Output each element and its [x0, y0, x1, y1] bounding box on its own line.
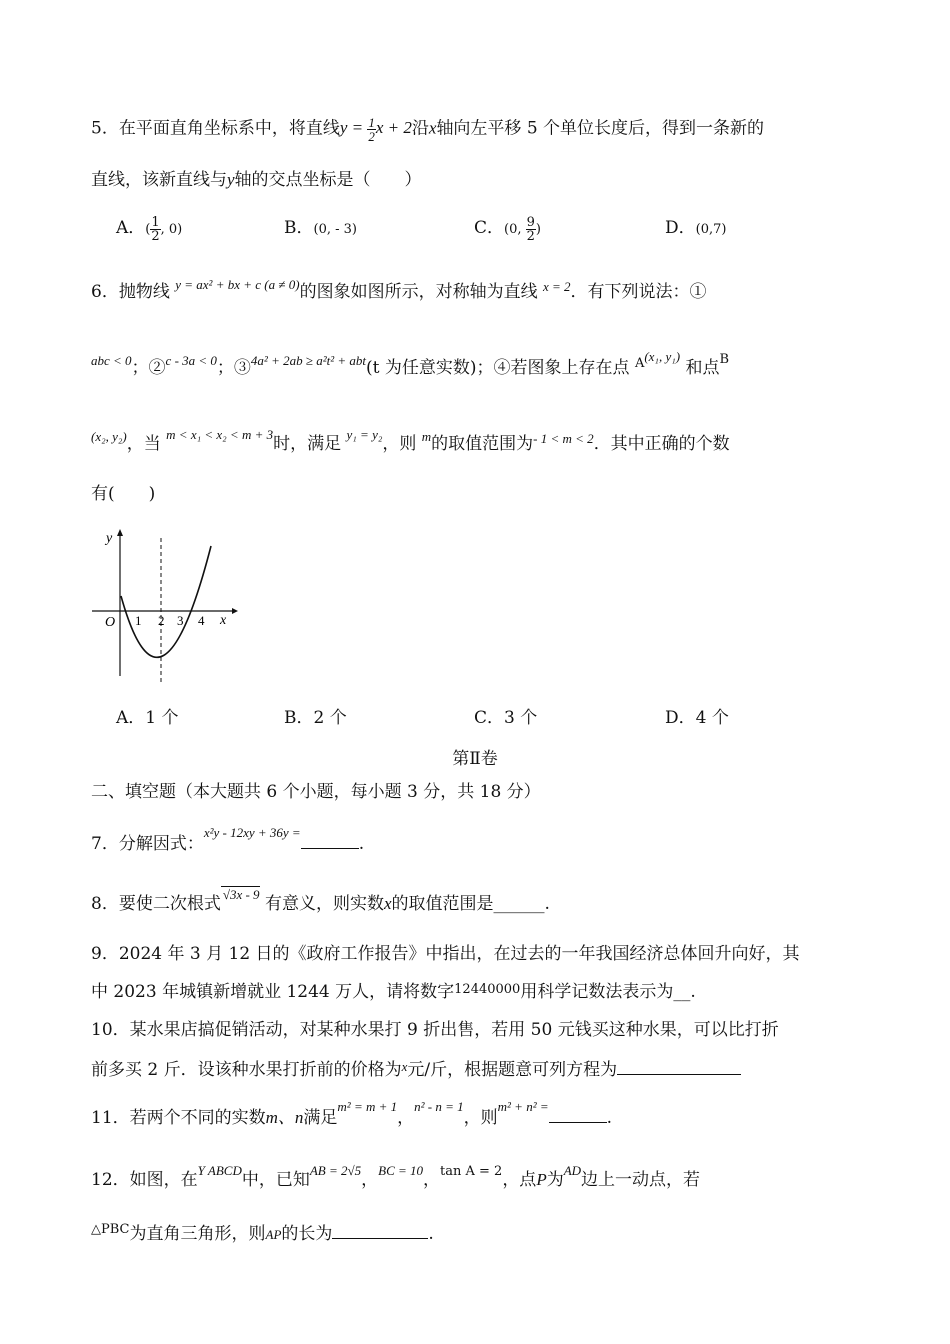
q12-rest: 边上一动点，若 — [581, 1170, 701, 1190]
q8-mid: 有意义，则实数 — [264, 894, 384, 914]
q6-statement-3: 4a² + 2ab ≥ a²t² + abt — [250, 353, 367, 368]
q12-parallelogram: Y ABCD — [197, 1163, 242, 1178]
option-label: C． — [474, 218, 505, 238]
q8-prefix: 8．要使二次根式 — [91, 894, 221, 914]
option-label: A． — [116, 218, 146, 238]
q6-statement-1: abc < 0 — [91, 353, 132, 368]
q6-option-d[interactable] — [665, 706, 729, 730]
q6-then2: ，则 — [382, 434, 417, 454]
q5-line2 — [91, 168, 422, 192]
q11-end: . — [606, 1108, 613, 1128]
q6-sep2: ；③ — [216, 358, 251, 378]
q10-var: x — [401, 1059, 408, 1074]
q9-line1: 9．2024 年 3 月 12 日的《政府工作报告》中指出，在过去的一年我国经济总体回升向好，其 — [91, 944, 800, 964]
q12-line2-b: 的长为 — [281, 1224, 333, 1244]
q6-point-a: A — [634, 356, 645, 371]
q9-number: 12440000 — [454, 982, 521, 997]
q6-prefix: 6．抛物线 — [91, 282, 170, 302]
q7-prefix: 7．分解因式： — [91, 834, 204, 854]
parabola-curve — [121, 546, 211, 657]
q6-range: - 1 < m < 2 — [533, 431, 594, 446]
q11-line — [91, 1099, 613, 1131]
q10-line2-b: 元/斤，根据题意可列方程为 — [407, 1060, 618, 1080]
q6-when: ，当 — [126, 434, 161, 454]
q5-line2-a: 直线，该新直线与 — [91, 170, 227, 190]
q6-point-b-coord: (x₂, y₂) — [91, 429, 127, 444]
q11-vars: m、n — [265, 1108, 304, 1127]
x-axis-arrow — [232, 608, 238, 614]
q12-ap: AP — [265, 1227, 282, 1242]
q8-var: x — [383, 894, 392, 913]
q5-line2-b: 轴的交点坐标是（ ） — [234, 170, 422, 190]
q11-then: ，则 — [463, 1108, 498, 1128]
q8-radical: √3x - 9 — [222, 887, 260, 902]
q9-line2-b: 用科学记数法表示为__. — [520, 982, 696, 1002]
q6-equation: y = ax² + bx + c (a ≠ 0) — [175, 277, 300, 292]
section-heading: 二、填空题（本大题共 6 个小题，每小题 3 分，共 18 分） — [91, 782, 541, 802]
q12-line2-a: 为直角三角形，则 — [129, 1224, 266, 1244]
q6-point-b: B — [719, 352, 730, 367]
q5-option-c-value: (0, $\frac{9}{2}$ ) — [504, 215, 541, 244]
q11-eq1: m² = m + 1 — [337, 1099, 398, 1114]
q6-equal: y₁ = y₂ — [346, 427, 383, 442]
q12-mid: 中，已知 — [241, 1170, 310, 1190]
tick-label-3: 3 — [177, 613, 184, 628]
q10-line2 — [91, 1056, 741, 1083]
q6-mid: 的图象如图所示，对称轴为直线 — [299, 282, 538, 302]
q5-option-a[interactable] — [116, 216, 182, 243]
y-axis-arrow — [117, 529, 123, 536]
q6-line4 — [91, 482, 155, 506]
tick-label-4: 4 — [198, 613, 205, 628]
q6-range-text: 的取值范围为 — [431, 434, 534, 454]
q6-option-c-value: 3 个 — [504, 708, 538, 728]
q6-option-a[interactable] — [116, 706, 179, 730]
q6-axis: x = 2 — [542, 279, 571, 294]
q6-option-c[interactable] — [474, 706, 537, 730]
q12-line2: $^{\triangle PBC}$为直角三角形，则AP的长为 . — [91, 1222, 434, 1244]
q12-tan: tan A = 2 — [440, 1164, 503, 1179]
q12-triangle: △PBC — [91, 1222, 130, 1237]
q6-line2 — [91, 349, 730, 382]
option-label: D． — [665, 708, 696, 728]
q12-bc: BC = 10 — [378, 1163, 424, 1178]
q12-line1: 12．如图，在$^{Y ABCD}$中，已知$^{AB = 2√5}$，$^{BC = 10}$，$^{tan A = 2}$，点P为$^{AD}$边上一动点，若 — [91, 1163, 701, 1190]
q6-sep1: ；② — [131, 358, 166, 378]
q7-line — [91, 825, 365, 857]
q6-line1 — [91, 277, 707, 305]
q5-line1 — [91, 116, 764, 143]
q6-paren: (t 为任意实数)；④若图象上存在点 — [366, 358, 630, 378]
tick-label-2: 2 — [158, 613, 165, 628]
q10-answer-blank[interactable] — [617, 1056, 741, 1075]
q5-option-b-value: (0, - 3) — [313, 222, 357, 237]
q5-var-x: x — [428, 118, 437, 138]
q12-answer-blank[interactable] — [332, 1220, 428, 1239]
q6-m: m — [421, 429, 432, 444]
q6-statement-2: c - 3a < 0 — [165, 353, 217, 368]
q11-mid: 满足 — [303, 1108, 338, 1128]
q8-end: 的取值范围是______. — [391, 894, 550, 914]
q6-answer-prompt: 有( ) — [91, 484, 156, 504]
q6-option-d-value: 4 个 — [695, 708, 729, 728]
option-label: A． — [116, 708, 146, 728]
q5-prefix: 5．在平面直角坐标系中，将直线 — [91, 118, 340, 139]
q6-point-a-coord: (x₁, y₁) — [644, 349, 681, 364]
q11-answer-blank[interactable] — [549, 1104, 607, 1123]
q12-point-text: ，点 — [502, 1170, 537, 1190]
q5-equation: y = $\frac{1}{2}$ x + 2 — [339, 115, 412, 144]
tick-label-1: 1 — [135, 613, 142, 628]
q5-var-y: y — [227, 170, 235, 189]
q6-inequality: m < x₁ < x₂ < m + 3 — [166, 427, 274, 442]
q11-eq2: n² - n = 1 — [414, 1099, 464, 1114]
q6-option-a-value: 1 个 — [145, 708, 179, 728]
option-label: C． — [474, 708, 505, 728]
q12-ad: AD — [563, 1163, 582, 1178]
option-label: B． — [284, 218, 314, 238]
q12-p: P — [536, 1170, 547, 1189]
q5-rest: 轴向左平移 5 个单位长度后，得到一条新的 — [436, 118, 765, 139]
graph-origin-label: O — [105, 615, 116, 630]
q8-line — [91, 887, 550, 917]
q5-option-b[interactable] — [284, 216, 357, 242]
graph-y-label: y — [106, 531, 113, 546]
q7-expression: x²y - 12xy + 36y = — [203, 825, 301, 840]
q10-line2-a: 前多买 2 斤．设该种水果打折前的价格为 — [91, 1060, 402, 1080]
q11-eq3: m² + n² = — [497, 1099, 549, 1114]
q11-comma: ， — [397, 1108, 415, 1128]
q12-for: 为 — [546, 1170, 564, 1190]
q9-line2 — [91, 980, 696, 1006]
q6-then: 时，满足 — [273, 434, 342, 454]
section-title: 第Ⅱ卷 — [452, 749, 498, 769]
q6-option-b[interactable] — [284, 706, 347, 730]
q9-line2-a: 中 2023 年城镇新增就业 1244 万人，请将数字 — [91, 982, 455, 1002]
q5-option-d[interactable] — [665, 216, 726, 242]
option-label: D． — [665, 218, 696, 238]
q7-answer-blank[interactable] — [301, 830, 359, 849]
q6-option-b-value: 2 个 — [313, 708, 347, 728]
q12-ab: AB = 2√5 — [309, 1163, 362, 1178]
q7-end: . — [358, 834, 365, 854]
parabola-graph — [88, 528, 238, 688]
q10-line1: 10．某水果店搞促销活动，对某种水果打 9 折出售，若用 50 元钱买这种水果，可以比打折 — [91, 1020, 779, 1040]
q5-option-c[interactable] — [474, 216, 541, 243]
q6-end-text: ．其中正确的个数 — [593, 434, 730, 454]
graph-x-label: x — [220, 613, 227, 628]
q11-prefix: 11．若两个不同的实数 — [91, 1108, 266, 1128]
q5-mid: 沿 — [411, 118, 429, 139]
q6-end: ．有下列说法：① — [570, 282, 707, 302]
q5-option-d-value: (0,7) — [695, 222, 727, 237]
option-label: B． — [284, 708, 314, 728]
q6-and: 和点 — [685, 358, 720, 378]
q6-line3 — [91, 427, 730, 457]
q5-option-a-value: ( $\frac{1}{2}$ , 0) — [145, 215, 183, 244]
q12-prefix: 12．如图，在 — [91, 1170, 198, 1190]
